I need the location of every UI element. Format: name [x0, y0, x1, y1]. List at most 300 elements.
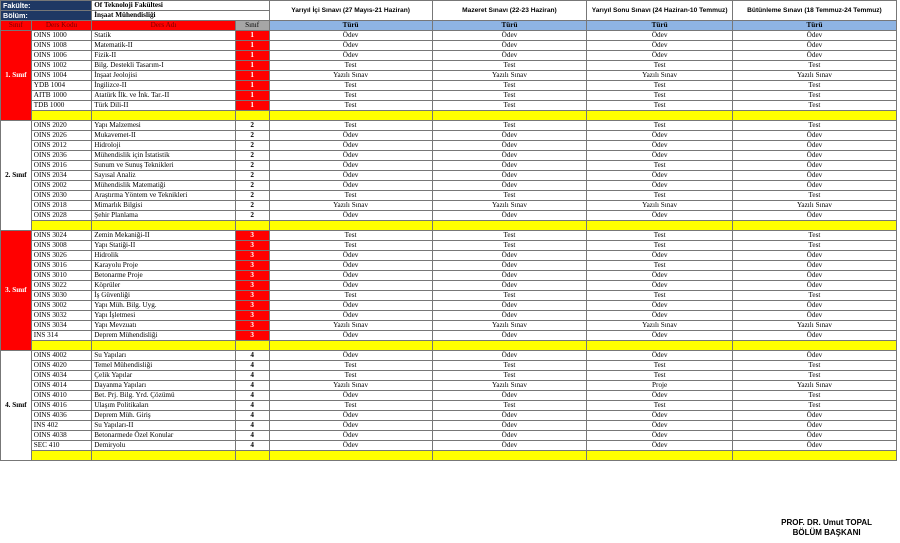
col-level-header: Sınıf — [235, 21, 269, 31]
exam-type-cell: Test — [587, 261, 733, 271]
exam-type-cell: Ödev — [587, 31, 733, 41]
course-name: İnşaat Jeolojisi — [92, 71, 236, 81]
table-row — [1, 201, 897, 211]
course-name: Yapı İşletmesi — [92, 311, 236, 321]
exam-type-cell: Test — [587, 371, 733, 381]
exam-type-cell: Yazılı Sınav — [587, 71, 733, 81]
course-name: Yapı Müh. Bilg. Uyg. — [92, 301, 236, 311]
course-name: İş Güvenliği — [92, 291, 236, 301]
course-level: 4 — [235, 361, 269, 371]
exam-type-cell: Ödev — [432, 131, 587, 141]
signature-block — [781, 518, 872, 538]
exam-type-cell: Ödev — [269, 301, 432, 311]
course-level: 2 — [235, 161, 269, 171]
exam-type-cell: Ödev — [269, 441, 432, 451]
exam-type-cell: Test — [432, 61, 587, 71]
course-name: Bilg. Destekli Tasarım-I — [92, 61, 236, 71]
exam-type-cell: Ödev — [432, 261, 587, 271]
separator-cell — [31, 111, 91, 121]
exam-type-cell: Test — [732, 371, 896, 381]
separator-cell — [92, 341, 236, 351]
exam-type-cell: Ödev — [732, 411, 896, 421]
table-row — [1, 311, 897, 321]
course-level: 3 — [235, 271, 269, 281]
course-code: OINS 3016 — [31, 261, 91, 271]
group-separator-row — [1, 341, 897, 351]
exam-type-cell: Ödev — [432, 391, 587, 401]
course-name: Yapı Mevzuatı — [92, 321, 236, 331]
exam-type-cell: Ödev — [587, 271, 733, 281]
exam-type-cell: Yazılı Sınav — [269, 71, 432, 81]
course-name: Çelik Yapılar — [92, 371, 236, 381]
course-code: OINS 3024 — [31, 231, 91, 241]
course-name: Araştırma Yöntem ve Teknikleri — [92, 191, 236, 201]
exam-type-cell: Test — [269, 241, 432, 251]
separator-cell — [235, 341, 269, 351]
exam-type-cell: Ödev — [432, 331, 587, 341]
table-row — [1, 161, 897, 171]
course-name: Mimarlık Bilgisi — [92, 201, 236, 211]
table-row — [1, 361, 897, 371]
exam-type-cell: Test — [732, 61, 896, 71]
exam-type-cell: Test — [587, 81, 733, 91]
exam-type-cell: Ödev — [269, 271, 432, 281]
course-code: OINS 3010 — [31, 271, 91, 281]
exam-type-cell: Yazılı Sınav — [732, 381, 896, 391]
group-separator-row — [1, 111, 897, 121]
exam-type-cell: Test — [732, 121, 896, 131]
exam-type-cell: Yazılı Sınav — [269, 381, 432, 391]
course-level: 3 — [235, 281, 269, 291]
course-name: Betonarme Proje — [92, 271, 236, 281]
course-level: 3 — [235, 231, 269, 241]
exam-type-cell: Ödev — [269, 331, 432, 341]
table-row — [1, 121, 897, 131]
department-label: Bölüm: — [1, 11, 92, 21]
course-code: OINS 1000 — [31, 31, 91, 41]
exam-type-cell: Ödev — [587, 351, 733, 361]
exam-type-cell: Ödev — [269, 391, 432, 401]
exam-type-cell: Ödev — [732, 301, 896, 311]
course-code: OINS 4014 — [31, 381, 91, 391]
exam-type-cell: Ödev — [732, 421, 896, 431]
exam-type-cell: Ödev — [269, 411, 432, 421]
table-row — [1, 261, 897, 271]
exam-type-cell: Test — [269, 61, 432, 71]
department-value: İnşaat Mühendisliği — [92, 11, 269, 21]
course-name: Dayanma Yapıları — [92, 381, 236, 391]
course-level: 4 — [235, 401, 269, 411]
course-name: Deprem Mühendisliği — [92, 331, 236, 341]
exam-type-cell: Test — [432, 401, 587, 411]
course-code: OINS 4034 — [31, 371, 91, 381]
group-separator-row — [1, 451, 897, 461]
exam-type-cell: Test — [587, 291, 733, 301]
course-level: 4 — [235, 411, 269, 421]
course-code: SEC 410 — [31, 441, 91, 451]
exam-type-cell: Ödev — [269, 31, 432, 41]
exam-type-cell: Ödev — [732, 261, 896, 271]
course-code: OINS 1002 — [31, 61, 91, 71]
exam-type-cell: Test — [732, 191, 896, 201]
course-level: 2 — [235, 171, 269, 181]
exam-type-cell: Ödev — [732, 331, 896, 341]
separator-cell — [92, 221, 236, 231]
separator-cell — [432, 341, 587, 351]
course-name: Ulaşım Politikaları — [92, 401, 236, 411]
table-row — [1, 321, 897, 331]
separator-cell — [732, 341, 896, 351]
exam-type-cell: Ödev — [432, 351, 587, 361]
course-name: Demiryolu — [92, 441, 236, 451]
exam-type-cell: Ödev — [269, 131, 432, 141]
exam-type-cell: Test — [432, 121, 587, 131]
exam-type-cell: Ödev — [732, 311, 896, 321]
course-name: Mukavemet-II — [92, 131, 236, 141]
table-row — [1, 71, 897, 81]
separator-cell — [31, 341, 91, 351]
exam-type-cell: Test — [269, 191, 432, 201]
course-level: 1 — [235, 31, 269, 41]
course-level: 4 — [235, 381, 269, 391]
course-name: Sayısal Analiz — [92, 171, 236, 181]
exam-type-cell: Ödev — [432, 31, 587, 41]
exam-type-cell: Test — [732, 91, 896, 101]
exam-type-cell: Ödev — [432, 211, 587, 221]
course-name: Temel Mühendisliği — [92, 361, 236, 371]
exam-type-cell: Test — [587, 121, 733, 131]
table-row — [1, 351, 897, 361]
exam-type-cell: Ödev — [269, 251, 432, 261]
exam-type-cell: Ödev — [732, 171, 896, 181]
exam-resit-header: Bütünleme Sınavı (18 Temmuz-24 Temmuz) — [732, 1, 896, 21]
table-row — [1, 441, 897, 451]
exam-type-cell: Test — [587, 61, 733, 71]
table-row — [1, 51, 897, 61]
exam-type-cell: Test — [732, 291, 896, 301]
course-name: Hidrolik — [92, 251, 236, 261]
course-name: Matematik-II — [92, 41, 236, 51]
course-name: Mühendislik Matematiği — [92, 181, 236, 191]
course-level: 2 — [235, 211, 269, 221]
exam-type-cell: Test — [732, 391, 896, 401]
separator-cell — [235, 111, 269, 121]
exam-type-cell: Test — [269, 361, 432, 371]
course-code: OINS 1004 — [31, 71, 91, 81]
col-type-header: Türü — [732, 21, 896, 31]
exam-type-cell: Ödev — [432, 141, 587, 151]
exam-type-cell: Test — [432, 291, 587, 301]
course-code: OINS 4016 — [31, 401, 91, 411]
table-row — [1, 41, 897, 51]
course-level: 3 — [235, 251, 269, 261]
exam-type-cell: Ödev — [432, 441, 587, 451]
course-level: 3 — [235, 331, 269, 341]
exam-type-cell: Yazılı Sınav — [269, 321, 432, 331]
course-level: 1 — [235, 61, 269, 71]
course-level: 1 — [235, 51, 269, 61]
course-code: OINS 2026 — [31, 131, 91, 141]
exam-type-cell: Test — [587, 101, 733, 111]
exam-type-cell: Test — [269, 291, 432, 301]
separator-cell — [732, 221, 896, 231]
exam-type-cell: Ödev — [432, 251, 587, 261]
course-level: 2 — [235, 121, 269, 131]
exam-type-cell: Test — [269, 231, 432, 241]
course-code: OINS 3030 — [31, 291, 91, 301]
course-level: 1 — [235, 91, 269, 101]
faculty-value: Of Teknoloji Fakültesi — [92, 1, 269, 11]
exam-type-cell: Yazılı Sınav — [432, 71, 587, 81]
exam-type-cell: Test — [432, 361, 587, 371]
course-code: OINS 3026 — [31, 251, 91, 261]
course-code: OINS 3008 — [31, 241, 91, 251]
exam-type-cell: Ödev — [587, 131, 733, 141]
exam-type-cell: Ödev — [432, 151, 587, 161]
exam-type-cell: Test — [732, 241, 896, 251]
table-row — [1, 191, 897, 201]
exam-type-cell: Ödev — [587, 251, 733, 261]
course-code: TDB 1000 — [31, 101, 91, 111]
separator-cell — [432, 111, 587, 121]
separator-cell — [235, 221, 269, 231]
exam-type-cell: Ödev — [732, 31, 896, 41]
table-row — [1, 91, 897, 101]
table-row — [1, 301, 897, 311]
exam-type-cell: Ödev — [732, 41, 896, 51]
exam-type-cell: Ödev — [732, 211, 896, 221]
exam-type-cell: Ödev — [732, 251, 896, 261]
exam-type-cell: Yazılı Sınav — [269, 201, 432, 211]
course-name: İngilizce-II — [92, 81, 236, 91]
course-level: 3 — [235, 311, 269, 321]
table-row — [1, 411, 897, 421]
table-row — [1, 231, 897, 241]
course-code: INS 402 — [31, 421, 91, 431]
course-level: 2 — [235, 131, 269, 141]
exam-type-cell: Yazılı Sınav — [732, 71, 896, 81]
exam-type-cell: Ödev — [269, 141, 432, 151]
course-level: 2 — [235, 191, 269, 201]
exam-type-cell: Yazılı Sınav — [732, 201, 896, 211]
course-name: Su Yapıları-II — [92, 421, 236, 431]
course-level: 2 — [235, 201, 269, 211]
course-level: 4 — [235, 431, 269, 441]
course-name: Atatürk İlk. ve İnk. Tar.-II — [92, 91, 236, 101]
separator-cell — [587, 221, 733, 231]
exam-type-cell: Test — [432, 371, 587, 381]
exam-type-cell: Ödev — [732, 431, 896, 441]
exam-type-cell: Test — [432, 191, 587, 201]
course-code: OINS 3032 — [31, 311, 91, 321]
exam-type-cell: Ödev — [732, 271, 896, 281]
exam-type-cell: Ödev — [269, 311, 432, 321]
course-level: 2 — [235, 151, 269, 161]
exam-type-cell: Ödev — [587, 431, 733, 441]
table-row — [1, 381, 897, 391]
exam-type-cell: Ödev — [587, 331, 733, 341]
course-level: 4 — [235, 421, 269, 431]
exam-type-cell: Ödev — [432, 431, 587, 441]
course-code: OINS 2020 — [31, 121, 91, 131]
exam-type-cell: Test — [432, 241, 587, 251]
course-code: OINS 2002 — [31, 181, 91, 191]
exam-type-cell: Yazılı Sınav — [432, 201, 587, 211]
exam-type-cell: Ödev — [432, 421, 587, 431]
class-group-label: 4. Sınıf — [1, 351, 32, 461]
course-level: 2 — [235, 141, 269, 151]
course-name: Statik — [92, 31, 236, 41]
course-code: AITB 1000 — [31, 91, 91, 101]
exam-type-cell: Ödev — [269, 421, 432, 431]
course-code: OINS 4010 — [31, 391, 91, 401]
exam-type-cell: Yazılı Sınav — [587, 321, 733, 331]
separator-cell — [587, 341, 733, 351]
exam-type-cell: Ödev — [732, 51, 896, 61]
exam-type-cell: Ödev — [269, 431, 432, 441]
exam-type-cell: Ödev — [432, 271, 587, 281]
table-row — [1, 151, 897, 161]
exam-type-cell: Test — [269, 91, 432, 101]
exam-type-cell: Test — [432, 91, 587, 101]
exam-type-cell: Test — [432, 81, 587, 91]
exam-type-cell: Ödev — [732, 151, 896, 161]
course-level: 4 — [235, 441, 269, 451]
table-row — [1, 251, 897, 261]
exam-type-cell: Yazılı Sınav — [732, 321, 896, 331]
exam-type-cell: Test — [732, 361, 896, 371]
group-separator-row — [1, 221, 897, 231]
exam-type-cell: Test — [587, 361, 733, 371]
exam-type-cell: Test — [269, 121, 432, 131]
exam-type-cell: Ödev — [432, 301, 587, 311]
exam-type-cell: Ödev — [732, 131, 896, 141]
table-row — [1, 291, 897, 301]
exam-type-cell: Ödev — [587, 441, 733, 451]
exam-type-cell: Ödev — [732, 351, 896, 361]
exam-type-cell: Ödev — [587, 151, 733, 161]
course-level: 3 — [235, 291, 269, 301]
exam-type-cell: Ödev — [587, 411, 733, 421]
exam-type-cell: Yazılı Sınav — [587, 201, 733, 211]
table-row — [1, 181, 897, 191]
course-level: 1 — [235, 101, 269, 111]
separator-cell — [432, 451, 587, 461]
table-row — [1, 81, 897, 91]
exam-type-cell: Ödev — [587, 181, 733, 191]
course-name: Su Yapıları — [92, 351, 236, 361]
separator-cell — [269, 451, 432, 461]
separator-cell — [732, 451, 896, 461]
course-name: Şehir Planlama — [92, 211, 236, 221]
course-level: 4 — [235, 391, 269, 401]
exam-type-cell: Ödev — [587, 421, 733, 431]
course-code: OINS 3034 — [31, 321, 91, 331]
col-name-header: Ders Adı — [92, 21, 236, 31]
table-row — [1, 371, 897, 381]
separator-cell — [92, 451, 236, 461]
course-name: Hidroloji — [92, 141, 236, 151]
exam-type-cell: Yazılı Sınav — [432, 321, 587, 331]
exam-type-cell: Ödev — [269, 281, 432, 291]
exam-type-cell: Test — [587, 91, 733, 101]
exam-type-cell: Ödev — [732, 141, 896, 151]
table-row — [1, 401, 897, 411]
course-name: Bet. Prj. Bilg. Yrd. Çözümü — [92, 391, 236, 401]
table-row — [1, 241, 897, 251]
exam-final-header: Yarıyıl Sonu Sınavı (24 Haziran-10 Temmuz) — [587, 1, 733, 21]
course-name: Yapı Malzemesi — [92, 121, 236, 131]
exam-type-cell: Test — [269, 401, 432, 411]
exam-type-cell: Ödev — [269, 351, 432, 361]
col-type-header: Türü — [269, 21, 432, 31]
col-sinif-header: Sınıf — [1, 21, 32, 31]
exam-type-cell: Ödev — [432, 181, 587, 191]
course-code: OINS 1006 — [31, 51, 91, 61]
exam-type-cell: Ödev — [432, 281, 587, 291]
exam-type-cell: Test — [732, 81, 896, 91]
exam-type-cell: Test — [587, 241, 733, 251]
course-code: OINS 4002 — [31, 351, 91, 361]
course-name: Köprüler — [92, 281, 236, 291]
separator-cell — [587, 451, 733, 461]
column-header-row — [1, 21, 897, 31]
exam-type-cell: Ödev — [432, 171, 587, 181]
exam-type-cell: Ödev — [732, 161, 896, 171]
exam-type-cell: Test — [587, 191, 733, 201]
course-level: 1 — [235, 71, 269, 81]
course-level: 3 — [235, 301, 269, 311]
course-name: Türk Dili-II — [92, 101, 236, 111]
separator-cell — [269, 221, 432, 231]
exam-type-cell: Test — [269, 81, 432, 91]
exam-type-cell: Ödev — [587, 171, 733, 181]
table-row — [1, 421, 897, 431]
exam-type-cell: Ödev — [587, 281, 733, 291]
exam-type-cell: Ödev — [269, 161, 432, 171]
exam-type-cell: Test — [732, 231, 896, 241]
course-level: 3 — [235, 261, 269, 271]
course-code: OINS 3022 — [31, 281, 91, 291]
exam-type-cell: Test — [587, 231, 733, 241]
exam-type-cell: Ödev — [269, 261, 432, 271]
class-group-label: 3. Sınıf — [1, 231, 32, 351]
course-name: Zemin Mekaniği-II — [92, 231, 236, 241]
table-row — [1, 391, 897, 401]
faculty-row — [1, 1, 897, 11]
table-row — [1, 61, 897, 71]
course-code: OINS 2028 — [31, 211, 91, 221]
separator-cell — [732, 111, 896, 121]
separator-cell — [432, 221, 587, 231]
exam-type-cell: Ödev — [432, 41, 587, 51]
exam-type-cell: Ödev — [587, 141, 733, 151]
exam-type-cell: Test — [587, 401, 733, 411]
course-name: Betonarmede Özel Konular — [92, 431, 236, 441]
col-type-header: Türü — [432, 21, 587, 31]
course-code: YDB 1004 — [31, 81, 91, 91]
exam-type-cell: Ödev — [732, 441, 896, 451]
table-body — [1, 1, 897, 461]
exam-type-cell: Yazılı Sınav — [432, 381, 587, 391]
separator-cell — [269, 111, 432, 121]
course-name: Deprem Müh. Giriş — [92, 411, 236, 421]
exam-type-cell: Ödev — [432, 51, 587, 61]
exam-type-cell: Ödev — [432, 411, 587, 421]
course-name: Sunum ve Sunuş Teknikleri — [92, 161, 236, 171]
table-row — [1, 271, 897, 281]
course-code: OINS 2036 — [31, 151, 91, 161]
